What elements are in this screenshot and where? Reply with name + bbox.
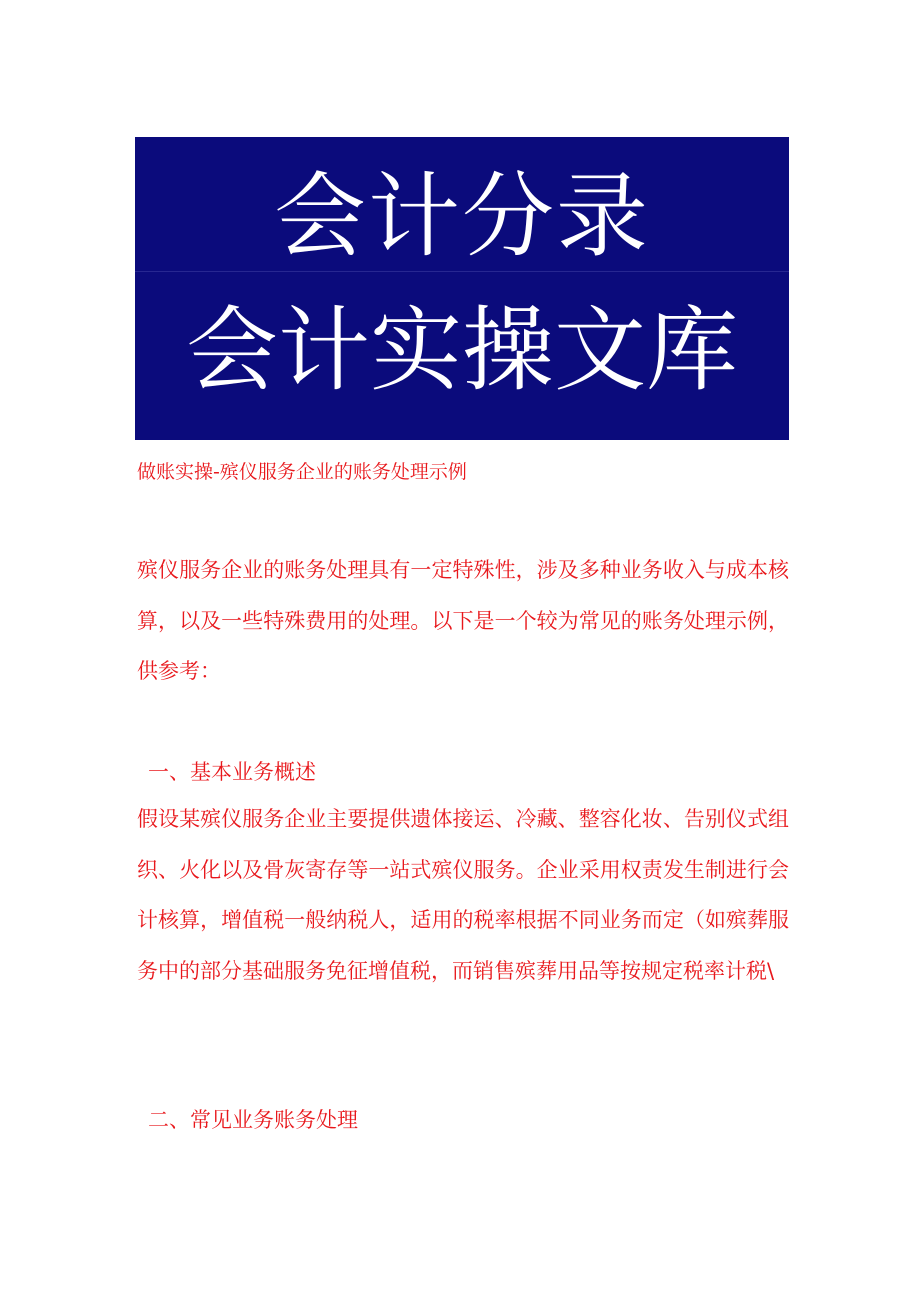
document-title: 做账实操-殡仪服务企业的账务处理示例 (137, 461, 467, 483)
intro-paragraph: 殡仪服务企业的账务处理具有一定特殊性，涉及多种业务收入与成本核算，以及一些特殊费用的处理。以下是一个较为常见的账务处理示例，供参考： (137, 558, 789, 683)
banner-title-line-2: 会计实操文库 (185, 297, 738, 404)
section-heading-common-accounting: 二、常见业务账务处理 (148, 1108, 358, 1132)
banner-divider (135, 271, 789, 272)
cover-banner (135, 137, 789, 440)
section-heading-basic-overview: 一、基本业务概述 (148, 760, 316, 784)
section-body-basic-overview: 假设某殡仪服务企业主要提供遗体接运、冷藏、整容化妆、告别仪式组织、火化以及骨灰寄存等一站式殡仪服务。企业采用权责发生制进行会计核算，增值税一般纳税人，适用的税率根据不同业务而定（如殡葬服务中的部分基础服务免征增值税，而销售殡葬用品等按规定税率计税\ (137, 807, 789, 983)
banner-title-line-1: 会计分录 (273, 163, 650, 270)
